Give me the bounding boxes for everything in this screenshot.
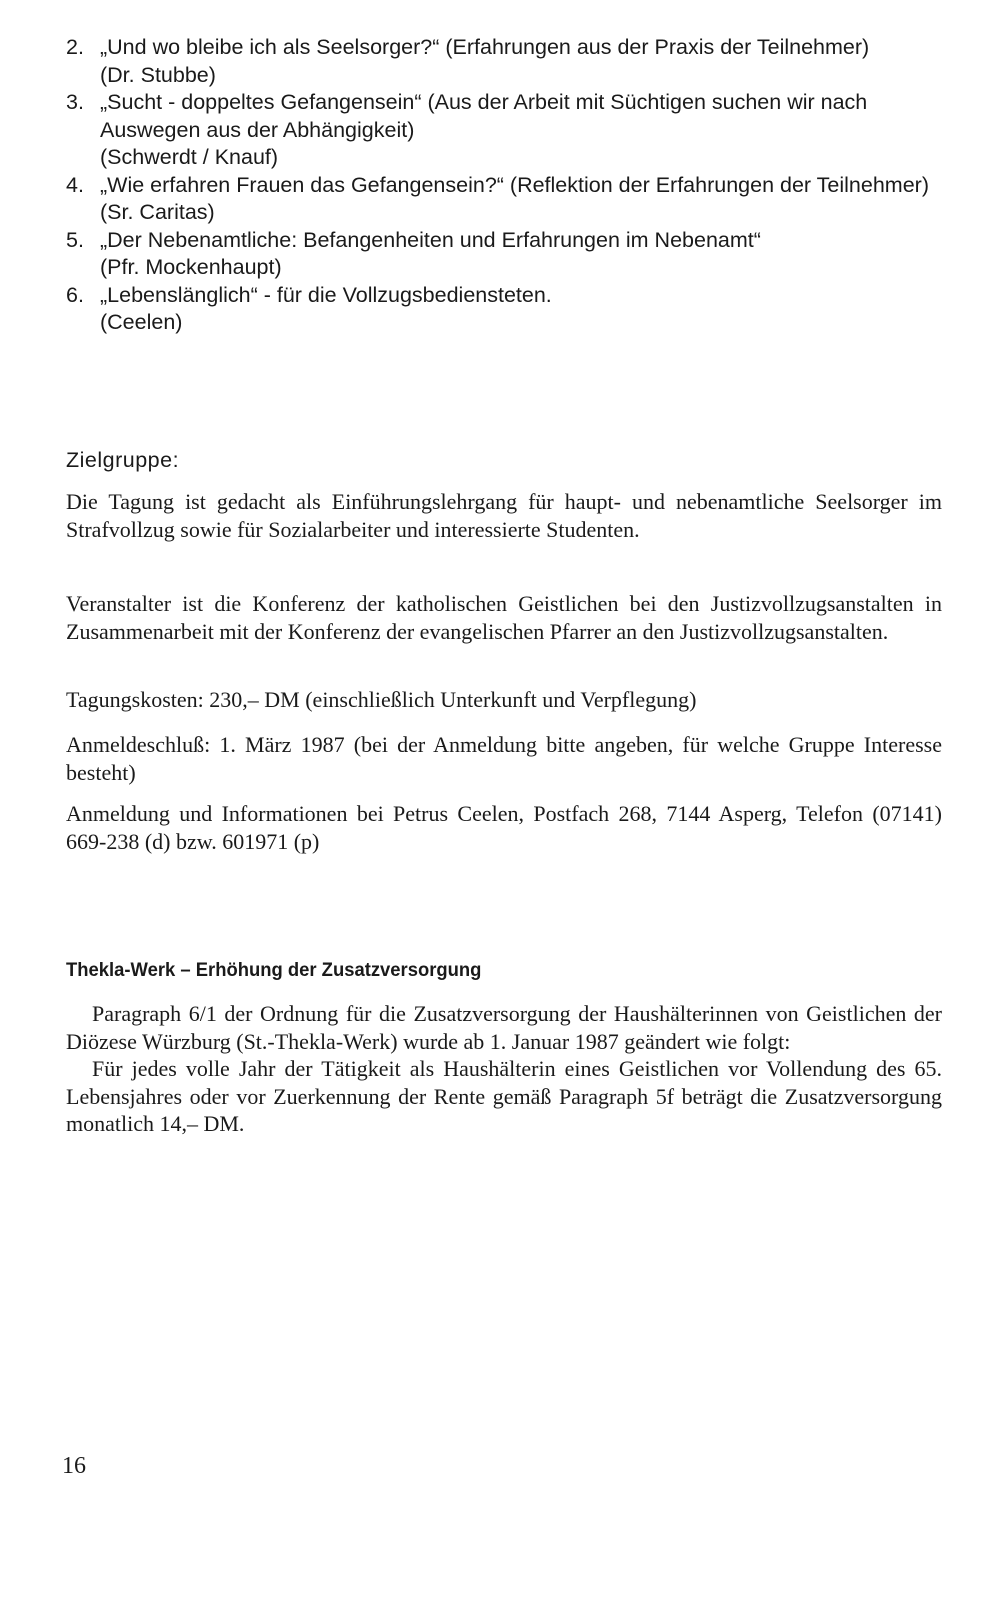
news-paragraph-1: Paragraph 6/1 der Ordnung für die Zusatzversorgung der Haushälterinnen von Geistlichen der Diözese Würzburg (St.-Thekla-Werk) wurde ab 1. Januar 1987 geändert wie folgt: [66,1001,942,1054]
registration-text: Anmeldung und Informationen bei Petrus Ceelen, Postfach 268, 7144 Asperg, Telefon (07141) 669-238 (d) bzw. 601971 (p) [66,801,942,854]
news-paragraph-2: Für jedes volle Jahr der Tätigkeit als Haushälterin eines Geistlichen vor Vollendung des 65. Lebensjahres oder vor Zuerkennung der Rente gemäß Paragraph 5f beträgt die Zusatzversorgung monatlich 14,– DM. [66,1056,942,1136]
news-heading: Thekla-Werk – Erhöhung der Zusatzversorgung [66,960,482,981]
item-number: 2. [66,35,84,59]
program-item-2 [66,34,946,89]
item-speaker: (Schwerdt / Knauf) [100,145,279,169]
program-item-3 [66,89,946,172]
organizer-section [66,590,942,645]
item-number: 3. [66,90,84,114]
item-text: „Sucht - doppeltes Gefangensein“ (Aus der Arbeit mit Süchtigen suchen wir nach Auswegen aus der Abhängigkeit) [100,90,868,142]
program-item-6 [66,282,946,337]
item-number: 6. [66,282,84,307]
target-group-label-block [66,447,942,475]
item-speaker: (Sr. Caritas) [100,200,215,224]
item-text: „Der Nebenamtliche: Befangenheiten und Erfahrungen im Nebenamt“ [100,227,761,252]
item-number: 5. [66,227,84,252]
target-group-label: Zielgruppe: [66,448,180,472]
deadline-section [66,731,942,786]
target-group-section [66,488,942,543]
item-number: 4. [66,172,84,197]
organizer-text: Veranstalter ist die Konferenz der katholischen Geistlichen bei den Justizvollzugsanstalten in Zusammenarbeit mit der Konferenz der evangelischen Pfarrer an den Justizvollzugsanstalten. [66,591,942,644]
program-item-4 [66,172,946,227]
item-speaker: (Dr. Stubbe) [100,62,216,87]
item-speaker: (Ceelen) [100,310,183,334]
registration-section [66,800,942,855]
deadline-text: Anmeldeschluß: 1. März 1987 (bei der Anmeldung bitte angeben, für welche Gruppe Interesse besteht) [66,732,942,785]
item-text: „Und wo bleibe ich als Seelsorger?“ (Erfahrungen aus der Praxis der Teilnehmer) [100,35,870,59]
program-list [66,34,946,337]
costs-text: Tagungskosten: 230,– DM (einschließlich Unterkunft und Verpflegung) [66,687,697,712]
costs-section [66,686,942,714]
page-number: 16 [62,1453,86,1479]
news-body [66,1000,942,1138]
item-speaker: (Pfr. Mockenhaupt) [100,255,282,279]
item-text: „Wie erfahren Frauen das Gefangensein?“ (Reflektion der Erfahrungen der Teilnehmer) [100,172,929,197]
program-item-5 [66,227,946,282]
item-text: „Lebenslänglich“ - für die Vollzugsbediensteten. [100,282,552,307]
target-group-text: Die Tagung ist gedacht als Einführungslehrgang für haupt- und nebenamtliche Seelsorger im Strafvollzug sowie für Sozialarbeiter und interessierte Studenten. [66,489,942,542]
